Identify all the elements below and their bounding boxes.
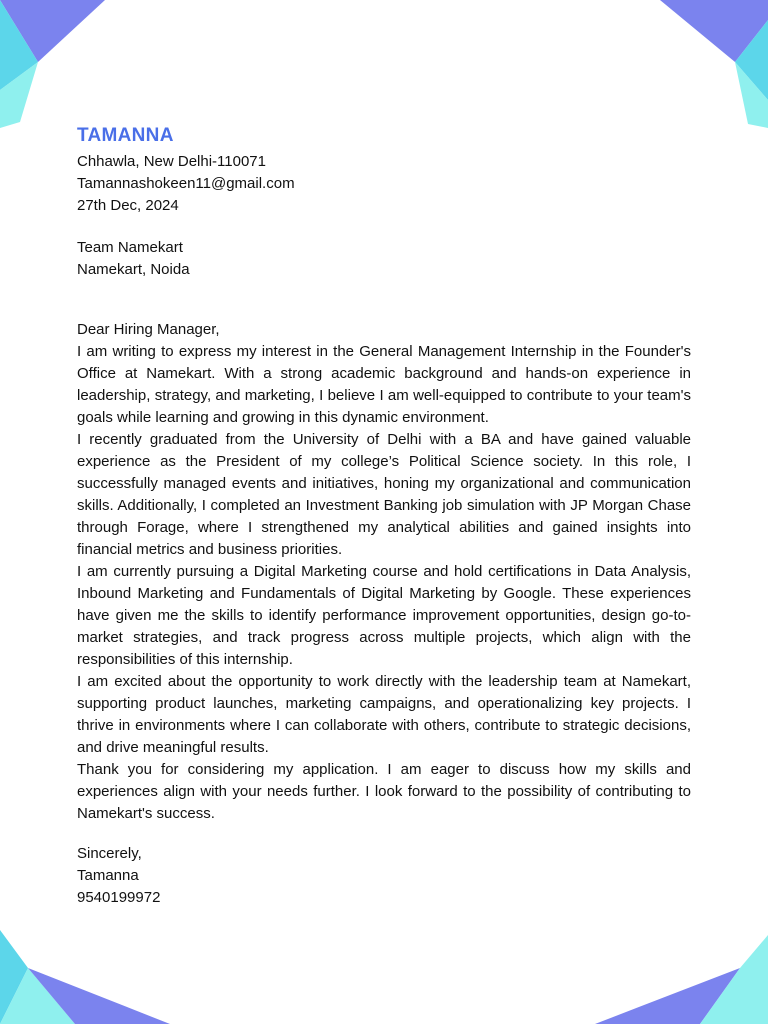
- letter-date: 27th Dec, 2024: [77, 197, 179, 214]
- greeting: Dear Hiring Manager,: [77, 321, 220, 338]
- bottom-right-triangle-aqua: [700, 935, 768, 1024]
- top-right-triangle-cyan: [735, 20, 768, 100]
- bottom-left-triangle-aqua: [0, 968, 75, 1024]
- sender-email: Tamannashokeen11@gmail.com: [77, 175, 295, 192]
- closing-block: [77, 843, 691, 909]
- closing: Sincerely,: [77, 845, 142, 862]
- body-paragraph-thanks: Thank you for considering my application. I am eager to discuss how my skills and experiences align with your needs further. I look forward to the possibility of contributing to Namekart's success.: [77, 761, 691, 822]
- top-left-triangle-cyan: [0, 0, 38, 90]
- body-paragraph-skills: I am currently pursuing a Digital Marketing course and hold certifications in Data Analysis, Inbound Marketing and Fundamentals of Digital Marketing by Google. These experiences have given me the skills to identify performance improvement opportunities, design go-to-market strategies, and track progress across multiple projects, which align with the responsibilities of this internship.: [77, 563, 691, 668]
- top-left-triangle-periwinkle: [0, 0, 105, 62]
- signature-name: Tamanna: [77, 867, 139, 884]
- cover-letter: [77, 124, 691, 909]
- sender-address: Chhawla, New Delhi-110071: [77, 153, 266, 170]
- recipient-block: [77, 237, 691, 281]
- top-left-triangle-aqua: [0, 62, 38, 128]
- recipient-location: Namekart, Noida: [77, 261, 190, 278]
- body-paragraph-motivation: I am excited about the opportunity to work directly with the leadership team at Namekart, supporting product launches, marketing campaigns, and operationalizing key projects. I thrive in environments where I can collaborate with others, contribute to strategic decisions, and drive meaningful results.: [77, 673, 691, 756]
- top-right-triangle-aqua: [735, 62, 768, 128]
- phone-number: 9540199972: [77, 889, 161, 906]
- bottom-left-triangle-cyan: [0, 930, 28, 1024]
- bottom-right-triangle-periwinkle: [595, 968, 740, 1024]
- sender-name: TAMANNA: [77, 125, 174, 146]
- body-paragraph-experience: I recently graduated from the University of Delhi with a BA and have gained valuable experience as the President of my college’s Political Science society. In this role, I successfully managed events and initiatives, honing my organizational and communication skills. Additionally, I completed an Investment Banking job simulation with JP Morgan Chase through Forage, where I strengthened my analytical abilities and gained insights into financial metrics and business priorities.: [77, 431, 691, 558]
- top-right-triangle-periwinkle: [660, 0, 768, 62]
- body-paragraph-intro: I am writing to express my interest in the General Management Internship in the Founder's Office at Namekart. With a strong academic background and hands-on experience in leadership, strategy, and marketing, I believe I am well-equipped to contribute to your team's goals while learning and growing in this dynamic environment.: [77, 343, 691, 426]
- recipient-team: Team Namekart: [77, 239, 183, 256]
- bottom-left-triangle-periwinkle: [28, 968, 170, 1024]
